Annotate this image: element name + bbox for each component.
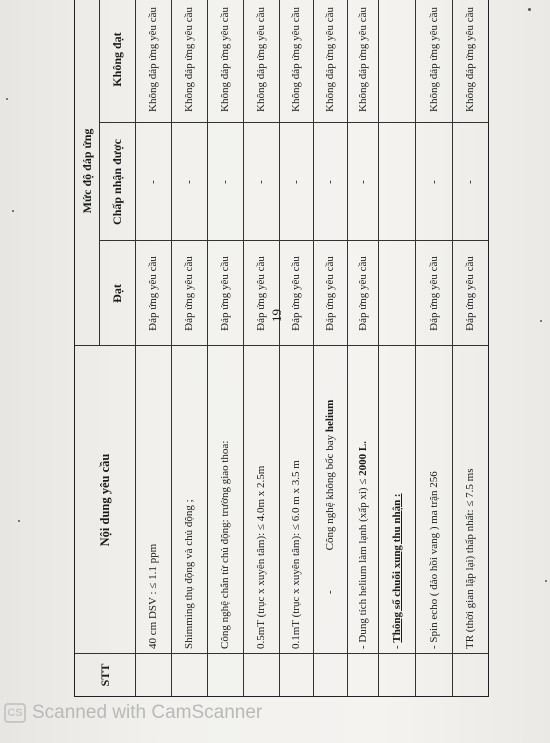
header-muc-do: Mức độ đáp ứng bbox=[79, 128, 94, 214]
cell-dat: Đáp ứng yêu cầu bbox=[356, 256, 369, 331]
cell-khong-dat: Không đáp ứng yêu cầu bbox=[219, 7, 231, 112]
cell-chap-nhan: - bbox=[183, 180, 195, 184]
cell-khong-dat: Không đáp ứng yêu cầu bbox=[255, 7, 267, 112]
grid-line bbox=[99, 0, 100, 346]
requirement-text: - bbox=[390, 642, 403, 649]
cell-dat: Đáp ứng yêu cầu bbox=[219, 256, 231, 331]
cell-requirement: 0.1mT (trục x xuyên tâm): ≤ 6.0 m x 3.5 m bbox=[290, 460, 302, 649]
cell-dat: Đáp ứng yêu cầu bbox=[464, 256, 476, 331]
cell-chap-nhan: - bbox=[255, 180, 267, 184]
requirement-text: Công nghệ không bốc bay bbox=[324, 432, 336, 551]
rotated-document bbox=[74, 0, 489, 697]
cell-requirement: 0.5mT (trục x xuyên tâm): ≤ 4.0m x 2.5m bbox=[255, 465, 267, 649]
cell-chap-nhan: - bbox=[427, 180, 440, 184]
scan-speck bbox=[12, 210, 14, 212]
cell-stt bbox=[313, 654, 347, 696]
cell-khong-dat: Không đáp ứng yêu cầu bbox=[290, 7, 302, 112]
cell-chap-nhan: - bbox=[324, 180, 336, 184]
header-khong-dat: Không đạt bbox=[109, 32, 124, 87]
cell-stt bbox=[452, 654, 488, 696]
table-row bbox=[279, 0, 313, 696]
cell-khong-dat: Không đáp ứng yêu cầu bbox=[183, 7, 195, 112]
page-number: 19 bbox=[269, 309, 284, 322]
cell-dat: Đáp ứng yêu cầu bbox=[147, 256, 159, 331]
requirement-text: - Dung tích helium làm lạnh (xấp xỉ) ≤ bbox=[356, 475, 369, 649]
table-row bbox=[415, 0, 452, 696]
cell-khong-dat: Không đáp ứng yêu cầu bbox=[427, 7, 440, 112]
cell-requirement: Công nghệ chắn từ chủ động: trường giao thoa: bbox=[219, 440, 231, 649]
requirement-bold-text: 2000 L. bbox=[356, 441, 369, 476]
table-row bbox=[171, 0, 207, 696]
cell-stt bbox=[415, 654, 452, 696]
cell-requirement: Shimming thụ động và chủ động ; bbox=[183, 499, 195, 649]
table-row bbox=[313, 0, 347, 696]
watermark-text: Scanned with CamScanner bbox=[32, 702, 263, 723]
scan-speck bbox=[528, 8, 531, 11]
cell-chap-nhan: - bbox=[219, 180, 231, 184]
table-row bbox=[135, 0, 171, 696]
scan-speck bbox=[6, 98, 8, 100]
cell-stt bbox=[347, 654, 378, 696]
scan-speck bbox=[540, 320, 542, 322]
cell-dat: Đáp ứng yêu cầu bbox=[183, 256, 195, 331]
cell-requirement: 40 cm DSV : ≤ 1.1 ppm bbox=[147, 543, 159, 649]
cell-dat: Đáp ứng yêu cầu bbox=[427, 256, 440, 331]
header-dat: Đạt bbox=[109, 284, 124, 303]
cell-stt bbox=[207, 654, 243, 696]
cell-khong-dat: Không đáp ứng yêu cầu bbox=[356, 7, 369, 112]
scan-speck bbox=[18, 520, 20, 522]
header-chap-nhan: Chấp nhận được bbox=[109, 139, 124, 225]
cell-dat: Đáp ứng yêu cầu bbox=[324, 256, 336, 331]
cell-requirement bbox=[347, 346, 378, 654]
cell-khong-dat bbox=[378, 0, 415, 123]
scan-speck bbox=[545, 580, 547, 582]
cell-chap-nhan: - bbox=[356, 180, 369, 184]
cell-requirement: TR (thời gian lặp lại) thấp nhất: ≤ 7.5 ms bbox=[464, 468, 476, 649]
cell-chap-nhan: - bbox=[290, 180, 302, 184]
cell-stt bbox=[135, 654, 171, 696]
cell-khong-dat: Không đáp ứng yêu cầu bbox=[324, 7, 336, 112]
cell-khong-dat: Không đáp ứng yêu cầu bbox=[147, 7, 159, 112]
cell-requirement bbox=[313, 346, 347, 654]
table-row bbox=[378, 0, 415, 696]
cell-requirement: - Spin echo ( đảo hồi vang ) ma trận 256 bbox=[427, 471, 440, 649]
table-row bbox=[207, 0, 243, 696]
cell-dat: Đáp ứng yêu cầu bbox=[290, 256, 302, 331]
cell-requirement bbox=[378, 346, 415, 654]
header-stt: STT bbox=[97, 663, 112, 687]
requirement-dash: - bbox=[324, 590, 336, 594]
cell-chap-nhan: - bbox=[464, 180, 476, 184]
camscanner-watermark bbox=[4, 700, 262, 726]
cell-dat: Đáp ứng yêu cầu bbox=[255, 256, 267, 331]
requirement-bold-text: helium bbox=[324, 399, 336, 433]
cell-stt bbox=[171, 654, 207, 696]
table-row bbox=[347, 0, 378, 696]
header-noi-dung: Nội dung yêu cầu bbox=[97, 453, 112, 547]
section-heading: Thông số chuỗi xung thu nhận : bbox=[390, 493, 403, 643]
cell-chap-nhan bbox=[378, 123, 415, 241]
table-row bbox=[452, 0, 488, 696]
table-row bbox=[243, 0, 279, 696]
cell-dat bbox=[378, 241, 415, 346]
requirements-table bbox=[74, 0, 489, 697]
cell-stt bbox=[378, 654, 415, 696]
cell-stt bbox=[279, 654, 313, 696]
cell-stt bbox=[243, 654, 279, 696]
camscanner-logo-icon: CS bbox=[4, 703, 26, 723]
cell-khong-dat: Không đáp ứng yêu cầu bbox=[464, 7, 476, 112]
cell-chap-nhan: - bbox=[147, 180, 159, 184]
